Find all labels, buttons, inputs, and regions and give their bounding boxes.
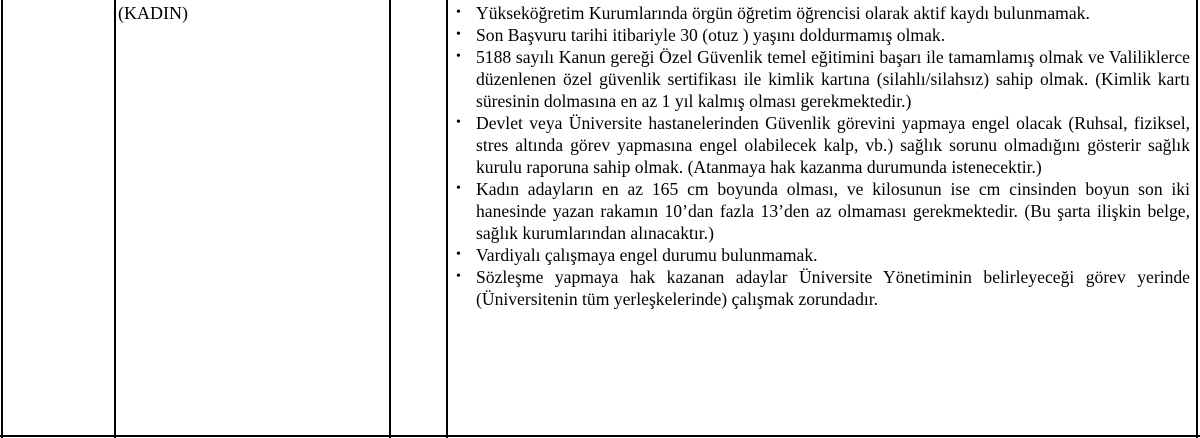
- gender-category-label: (KADIN): [118, 3, 188, 23]
- requirement-text: Vardiyalı çalışmaya engel durumu bulunmamak.: [476, 245, 818, 265]
- column-border-right: [1196, 0, 1198, 438]
- bullet-icon: •: [456, 27, 461, 42]
- requirement-text: Son Başvuru tarihi itibariyle 30 (otuz ) yaşını doldurmamış olmak.: [476, 25, 946, 45]
- column-border-2: [389, 0, 391, 438]
- requirement-text: Devlet veya Üniversite hastanelerinden Güvenlik görevini yapmaya engel olacak (Ruhsal, fiziksel, stres altında görev yapmasına engel olabilecek kalp, vb.) sağlık sorunu olmadığını gösterir sağlık kurulu raporuna sahip olmak. (Atanmaya hak kazanma durumunda istenecektir.): [476, 113, 1190, 177]
- bullet-icon: •: [456, 49, 461, 64]
- requirement-item: [456, 266, 1190, 310]
- bullet-icon: •: [456, 247, 461, 262]
- requirement-text: Yükseköğretim Kurumlarında örgün öğretim öğrencisi olarak aktif kaydı bulunmamak.: [476, 3, 1090, 23]
- bullet-icon: •: [456, 269, 461, 284]
- column-border-left: [1, 0, 3, 438]
- requirements-list: [456, 2, 1190, 310]
- row-border-bottom: [0, 435, 1200, 437]
- requirement-text: 5188 sayılı Kanun gereği Özel Güvenlik temel eğitimini başarı ile tamamlamış olmak ve Valiliklerce düzenlenen özel güvenlik sertifikası ile kimlik kartına (silahlı/silahsız) sahip olmak. (Kimlik kartı süresinin dolmasına en az 1 yıl kalmış olması gerekmektedir.): [476, 47, 1190, 111]
- requirement-text: Sözleşme yapmaya hak kazanan adaylar Üniversite Yönetiminin belirleyeceği görev yerinde (Üniversitenin tüm yerleşkelerinde) çalışmak zorundadır.: [476, 267, 1190, 309]
- requirement-item: [456, 112, 1190, 178]
- requirement-item: [456, 2, 1190, 24]
- requirement-item: [456, 24, 1190, 46]
- requirement-text: Kadın adayların en az 165 cm boyunda olması, ve kilosunun ise cm cinsinden boyun son iki hanesinde yazan rakamın 10’dan fazla 13’den az olmaması gerekmektedir. (Bu şarta ilişkin belge, sağlık kurumlarından alınacaktır.): [476, 179, 1190, 243]
- bullet-icon: •: [456, 5, 461, 20]
- requirement-item: [456, 244, 1190, 266]
- column-border-1: [114, 0, 116, 438]
- bullet-icon: •: [456, 181, 461, 196]
- requirement-item: [456, 46, 1190, 112]
- bullet-icon: •: [456, 115, 461, 130]
- column-border-3: [446, 0, 448, 438]
- requirement-item: [456, 178, 1190, 244]
